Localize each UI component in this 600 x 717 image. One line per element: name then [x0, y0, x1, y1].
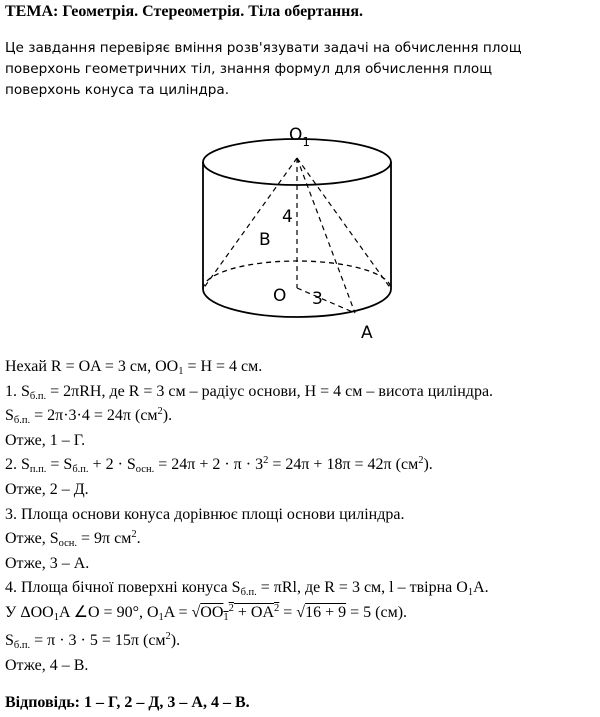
label-o: O: [273, 286, 287, 306]
solution-line-7: Отже, $S_{осн.} = 9\pi$ $см^2$.: [5, 529, 141, 550]
label-o1: $O_1$: [289, 125, 311, 149]
solution: [5, 355, 600, 678]
solution-line-4: 2. $S_{п.п.} = S_{б.п.} + 2 \cdot S_{осн.} = 24\pi + 2 \cdot \pi \cdot 3^2 = 24\pi + 18\pi = 42\pi$ $(см^2)$.: [5, 455, 433, 476]
solution-line-3: Отже, 1 – Г.: [5, 431, 86, 449]
intro-line-1: Це завдання перевіряє вміння розв'язувати задачі на обчислення площ: [5, 40, 522, 56]
radicand-2: 16 + 9: [305, 603, 347, 621]
solution-line-10: У $\Delta OO_1A$ ∠O = 90°, $O_1A = √OO_1^2 + OA^2 = √16 + 9 = 5$ (см).: [5, 602, 408, 623]
task-description: [5, 38, 590, 101]
cone-right-generatrix: [297, 158, 391, 289]
solution-line-1: 1. $S_{б.п.} = 2\pi RH$, де R = 3 см – радіус основи, H = 4 см – висота циліндра.: [5, 382, 494, 402]
radicand-1: $OO_1^2 + OA^2$: [200, 602, 280, 623]
solution-line-9: 4. Площа бічної поверхні конуса $S_{б.п.} = \pi Rl$, де R = 3 см, l – твірна $O_1A$.: [5, 579, 489, 599]
sqrt-sign: √: [296, 603, 306, 621]
solution-line-8: Отже, 3 – А.: [5, 554, 90, 572]
solution-line-2: $S_{б.п.} = 2\pi\cdot 3\cdot 4 = 24\pi$ $(см^2)$.: [5, 406, 173, 427]
label-radius-3: 3: [312, 289, 323, 309]
final-answer: Відповідь: 1 – Г, 2 – Д, 3 – А, 4 – В.: [5, 694, 250, 711]
page-title: ТЕМА: Геометрія. Стереометрія. Тіла обертання.: [5, 3, 364, 20]
solution-line-12: Отже, 4 – В.: [5, 656, 89, 674]
label-b: B: [259, 230, 271, 250]
radius-oa: [297, 288, 355, 313]
solution-line-5: Отже, 2 – Д.: [5, 480, 89, 498]
intro-line-3: поверхонь конуса та циліндра.: [5, 82, 230, 98]
label-a: A: [361, 323, 373, 343]
cylinder-cone-figure: [195, 118, 415, 348]
label-height-4: 4: [282, 207, 293, 227]
solution-line-11: $S_{б.п.} = \pi \cdot 3 \cdot 5 = 15\pi$ $(см^2)$.: [5, 630, 181, 651]
sqrt-sign: √: [191, 603, 201, 621]
cylinder-bottom-front: [203, 289, 391, 317]
intro-line-2: поверхонь геометричних тіл, знання формул для обчислення площ: [5, 61, 493, 77]
solution-line-0: Нехай R = OA = 3 см, $OO_1 = H = 4$ см.: [5, 358, 263, 377]
solution-line-6: 3. Площа основи конуса дорівнює площі основи циліндра.: [5, 505, 405, 523]
